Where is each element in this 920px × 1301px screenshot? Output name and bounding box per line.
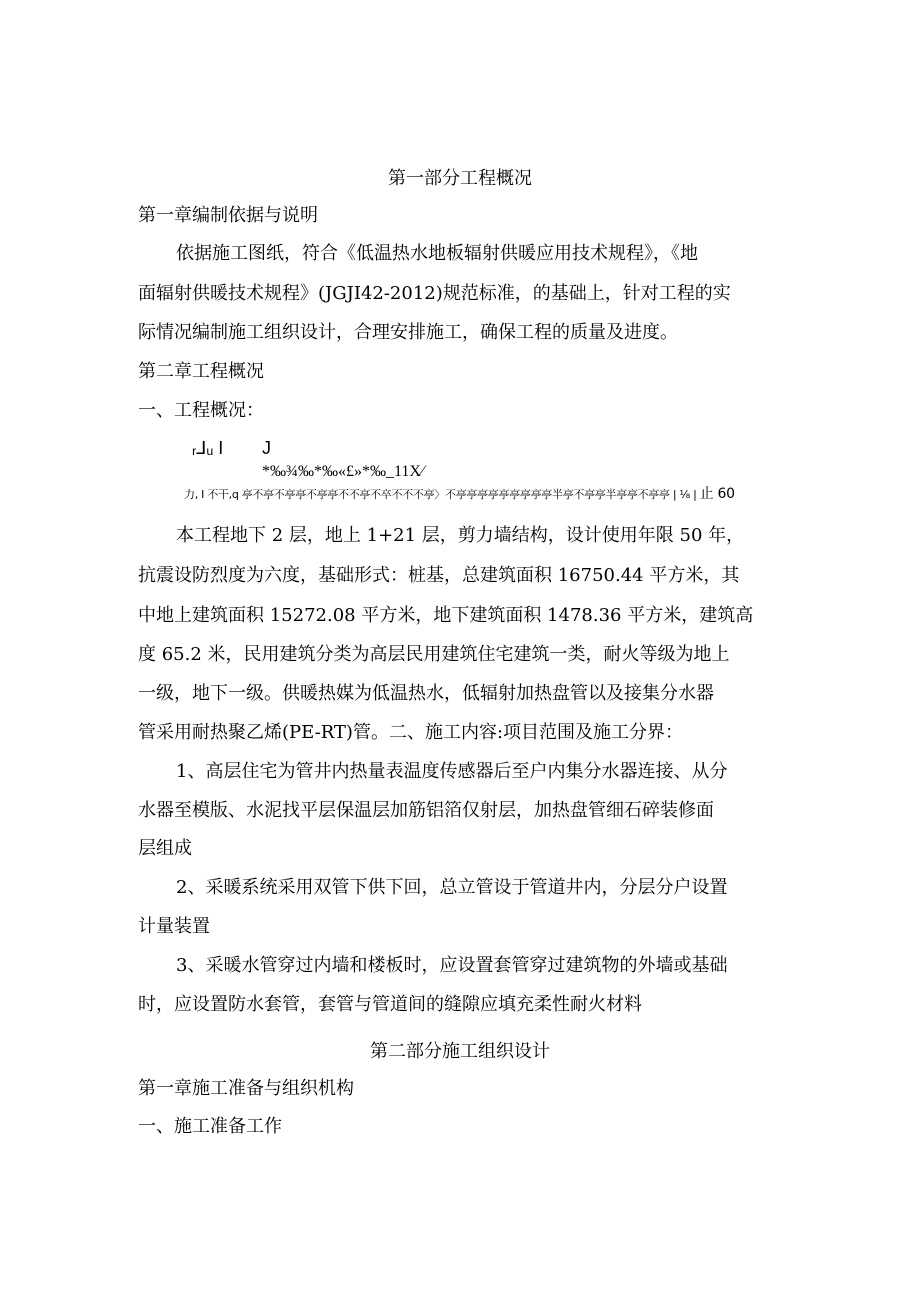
item-two-line-2: 计量装置 bbox=[138, 916, 210, 937]
basis-paragraph-line-1: 依据施工图纸，符合《低温热水地板辐射供暖应用技术规程》，《地 bbox=[176, 243, 698, 264]
garbled-figure-text-d bbox=[184, 486, 735, 503]
garbled-figure-text-d-body: 力, I 不干,q 亭不亭不亭亭不亭亭不不亭不卒不不不亭〉不亭亭亭亭亭亭亭亭亭半亭不亭亭半亭亭不亭亭 | ⅛ | bbox=[184, 488, 697, 501]
overview-paragraph-line-6: 管采用耐热聚乙烯(PE-RT)管。二、施工内容:项目范围及施工分界： bbox=[138, 722, 684, 743]
section-preparation-title: 一、施工准备工作 bbox=[138, 1116, 282, 1137]
part-two-title: 第二部分施工组织设计 bbox=[370, 1041, 550, 1062]
item-two-line-1: 2、采暖系统采用双管下供下回，总立管设于管道井内，分层分户设置 bbox=[176, 877, 728, 898]
garbled-figure-text-c: *‰¾‰*‰«£»*‰_11X⁄ bbox=[262, 463, 424, 480]
chapter-three-title: 第一章施工准备与组织机构 bbox=[138, 1078, 354, 1099]
garbled-figure-text-b: J bbox=[262, 438, 271, 458]
basis-paragraph-line-3: 际情况编制施工组织设计，合理安排施工，确保工程的质量及进度。 bbox=[138, 322, 678, 343]
overview-paragraph-line-2: 抗震设防烈度为六度，基础形式：桩基，总建筑面积 16750.44 平方米，其 bbox=[138, 565, 740, 586]
garbled-figure-text-d-tail: 止 60 bbox=[699, 486, 735, 502]
chapter-one-title: 第一章编制依据与说明 bbox=[138, 205, 318, 226]
overview-paragraph-line-5: 一级，地下一级。供暖热媒为低温热水，低辐射加热盘管以及接集分水器 bbox=[138, 683, 714, 704]
overview-paragraph-line-3: 中地上建筑面积 15272.08 平方米，地下建筑面积 1478.36 平方米，建筑高 bbox=[138, 605, 754, 626]
item-three-line-2: 时，应设置防水套管，套管与管道间的缝隙应填充柔性耐火材料 bbox=[138, 994, 642, 1015]
overview-paragraph-line-4: 度 65.2 米，民用建筑分类为高层民用建筑住宅建筑一类，耐火等级为地上 bbox=[138, 644, 730, 665]
section-overview-title: 一、工程概况： bbox=[138, 400, 264, 421]
part-one-title: 第一部分工程概况 bbox=[388, 168, 532, 189]
item-one-line-3: 层组成 bbox=[138, 838, 192, 859]
item-one-line-1: 1、高层住宅为管井内热量表温度传感器后至户内集分水器连接、从分 bbox=[176, 761, 728, 782]
overview-paragraph-line-1: 本工程地下 2 层，地上 1+21 层，剪力墙结构，设计使用年限 50 年， bbox=[176, 525, 745, 546]
chapter-two-title: 第二章工程概况 bbox=[138, 361, 264, 382]
item-three-line-1: 3、采暖水管穿过内墙和楼板时，应设置套管穿过建筑物的外墙或基础 bbox=[176, 955, 728, 976]
basis-paragraph-line-2: 面辐射供暖技术规程》(JGJI42-2012)规范标准，的基础上，针对工程的实 bbox=[138, 283, 731, 304]
garbled-figure-text-a: ᵣ⅃ᵤ I bbox=[192, 438, 224, 458]
item-one-line-2: 水器至模版、水泥找平层保温层加筋铝箔仅射层，加热盘管细石碎装修面 bbox=[138, 800, 714, 821]
